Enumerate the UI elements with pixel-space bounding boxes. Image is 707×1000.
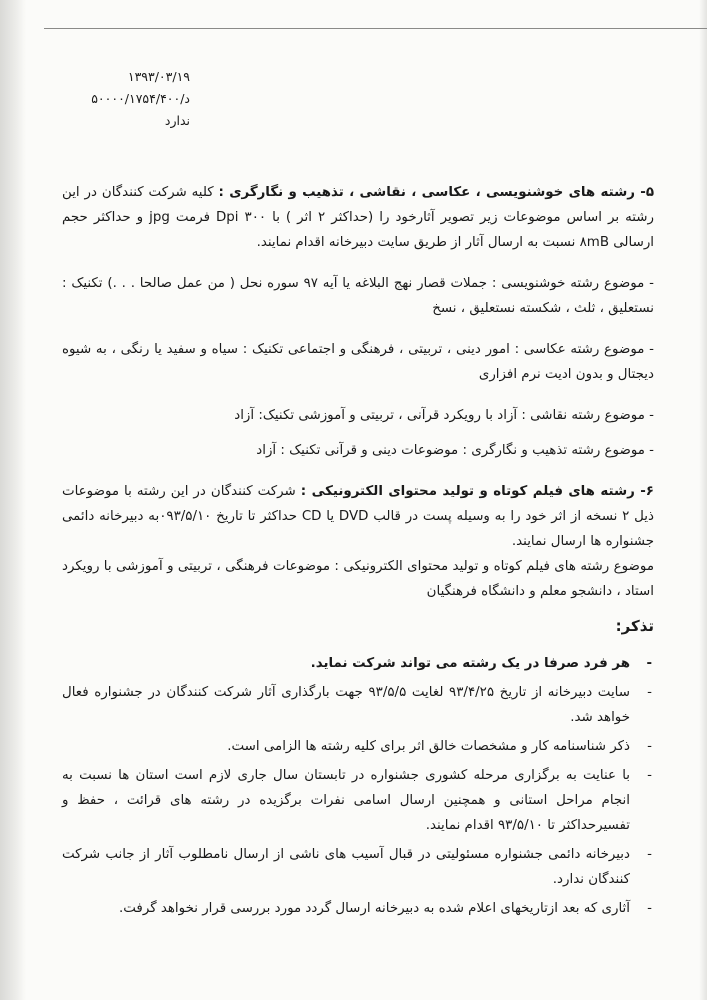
notes-heading: تذکر: — [615, 617, 654, 635]
film-subject: موضوع رشته های فیلم کوتاه و تولید محتوای الکترونیکی : موضوعات فرهنگی ، تربیتی و آموزشی با رویکرد استاد ، دانشجو معلم و دانشگاه فرهنگیان — [62, 559, 654, 599]
section-6-title: ۶- رشته های فیلم کوتاه و تولید محتوای الکترونیکی : — [300, 484, 654, 499]
photography-subject: - موضوع رشته عکاسی : امور دینی ، تربیتی ، فرهنگی و اجتماعی تکنیک : سیاه و سفید یا رنگی ، به شیوه دیجتال و بدون ادیت نرم افزاری — [62, 342, 654, 382]
painting-subject: - موضوع رشته نقاشی : آزاد با رویکرد قرآنی ، تربیتی و آموزشی تکنیک: آزاد — [234, 408, 654, 423]
notes-list — [62, 651, 654, 921]
section-6-text: شرکت کنندگان در این رشته با موضوعات ذیل ۲ نسخه از اثر خود را به وسیله پست در قالب DVD یا CD حداکثر تا تاریخ ۰۹۳/۵/۱۰به دبیرخانه دائمی جشنواره ها ارسال نمایند. — [62, 484, 654, 549]
letter-number: د/۵۰۰۰۰/۱۷۵۴/۴۰۰ — [91, 91, 190, 106]
note-item: - آثاری که بعد ازتاریخهای اعلام شده به دبیرخانه ارسال گردد مورد بررسی قرار نخواهد گرفت. — [119, 901, 652, 916]
section-5-text: کلیه شرکت کنندگان در این رشته بر اساس موضوعات زیر تصویر آثارخود را (حداکثر ۲ اثر ) با ۳۰۰ Dpi فرمت jpg و حداکثر حجم ارسالی ۸mB نسبت به ارسال آثار از طریق سایت دبیرخانه اقدام نمایند. — [62, 185, 654, 250]
note-item: - با عنایت به برگزاری مرحله کشوری جشنواره در تابستان سال جاری لازم است استان ها نسبت به انجام مراحل استانی و همچنین ارسال اسامی نفرات برگزیده در رشته های قرائت ، حفظ و تفسیرحداکثر تا ۹۳/۵/۱۰ اقدام نمایند. — [62, 768, 652, 833]
illumination-subject: - موضوع رشته تذهیب و نگارگری : موضوعات دینی و قرآنی تکنیک : آزاد — [256, 443, 654, 458]
scan-shadow-right — [699, 0, 707, 1000]
calligraphy-subject: - موضوع رشته خوشنویسی : جملات قصار نهج البلاغه یا آیه ۹۷ سوره نحل ( من عمل صالحا . . .) تکنیک : نستعلیق ، ثلث ، شکسته نستعلیق ، نسخ — [62, 276, 654, 316]
scan-shadow-left — [0, 0, 26, 1000]
letter-attachment: ندارد — [164, 113, 190, 128]
letter-meta — [70, 66, 190, 132]
section-5-paragraph — [62, 180, 654, 255]
document-body — [62, 180, 654, 925]
top-rule — [44, 28, 707, 29]
section-6-paragraph — [62, 479, 654, 554]
note-item: - هر فرد صرفا در یک رشته می تواند شرکت نماید. — [310, 656, 652, 671]
letter-date: ۱۳۹۳/۰۳/۱۹ — [127, 69, 190, 84]
note-item: - ذکر شناسنامه کار و مشخصات خالق اثر برای کلیه رشته ها الزامی است. — [227, 739, 652, 754]
section-5-title: ۵- رشته های خوشنویسی ، عکاسی ، نقاشی ، تذهیب و نگارگری : — [218, 185, 655, 200]
note-item: - دبیرخانه دائمی جشنواره مسئولیتی در قبال آسیب های ناشی از ارسال نامطلوب آثار از جانب شرکت کنندگان ندارد. — [62, 847, 652, 887]
note-item: - سایت دبیرخانه از تاریخ ۹۳/۴/۲۵ لغایت ۹۳/۵/۵ جهت بارگذاری آثار شرکت کنندگان در جشنواره فعال خواهد شد. — [62, 685, 652, 725]
